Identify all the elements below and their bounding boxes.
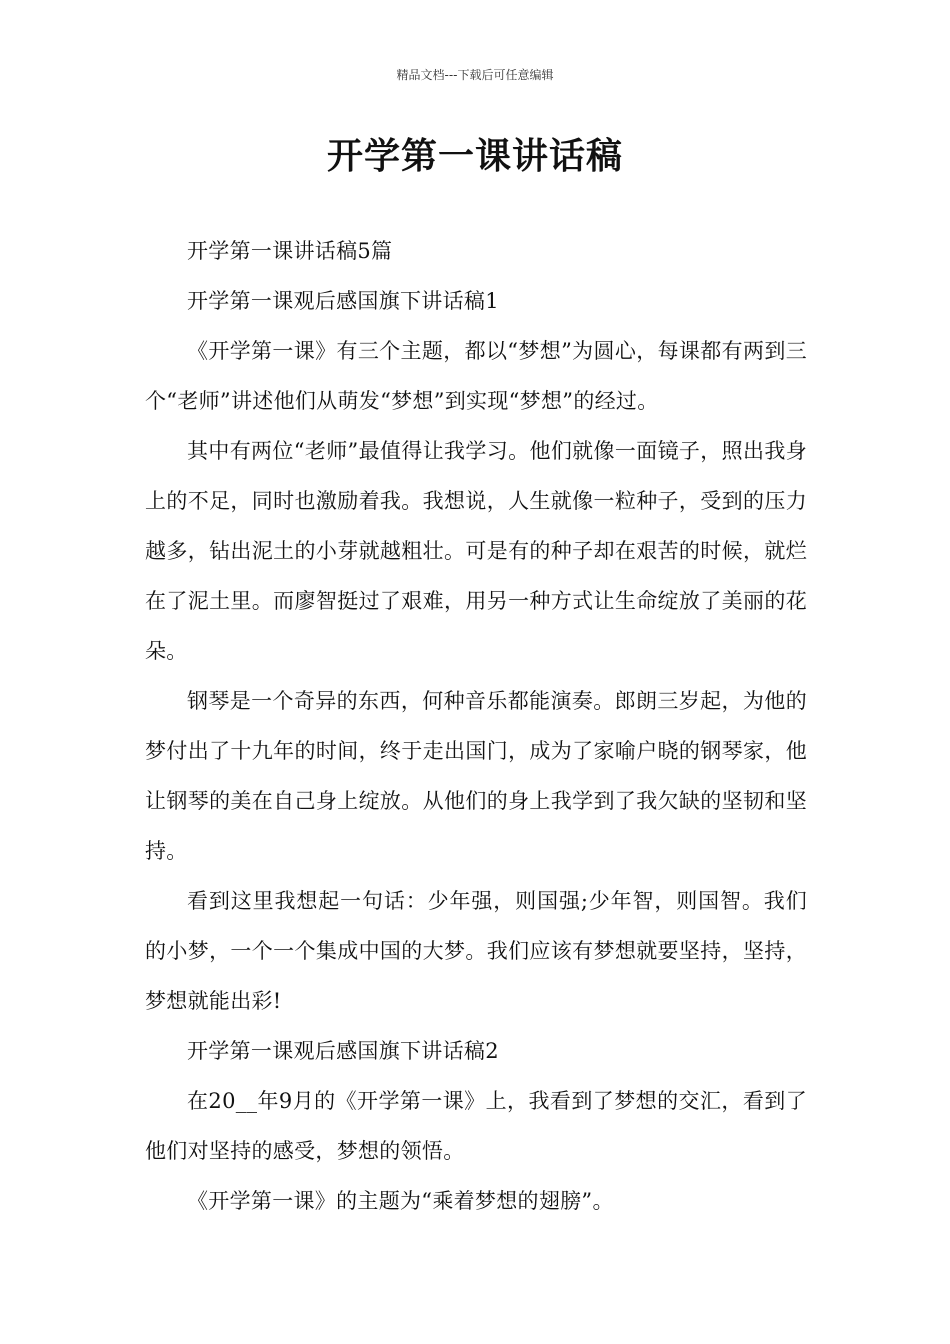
paragraph: 钢琴是一个奇异的东西，何种音乐都能演奏。郎朗三岁起，为他的梦付出了十九年的时间，终于走出国门，成为了家喻户晓的钢琴家，他让钢琴的美在自己身上绽放。从他们的身上我学到了我欠缺的坚韧和坚持。 <box>145 689 807 863</box>
document-title: 开学第一课讲话稿 <box>326 136 623 177</box>
paragraph: 看到这里我想起一句话：少年强，则国强;少年智，则国智。我们的小梦，一个一个集成中国的大梦。我们应该有梦想就要坚持，坚持，梦想就能出彩! <box>145 889 807 1013</box>
paragraph: 《开学第一课》的主题为“乘着梦想的翅膀”。 <box>187 1189 614 1213</box>
paragraph-subtitle: 开学第一课讲话稿5篇 <box>187 239 393 263</box>
document-body <box>145 226 807 1226</box>
paragraph-section-heading-2: 开学第一课观后感国旗下讲话稿2 <box>187 1039 499 1063</box>
paragraph: 《开学第一课》有三个主题，都以“梦想”为圆心，每课都有两到三个“老师”讲述他们从萌发“梦想”到实现“梦想”的经过。 <box>145 339 807 413</box>
paragraph: 在20__年9月的《开学第一课》上，我看到了梦想的交汇，看到了他们对坚持的感受，梦想的领悟。 <box>145 1089 807 1163</box>
header-note: 精品文档---下载后可任意编辑 <box>396 68 554 82</box>
paragraph-section-heading-1: 开学第一课观后感国旗下讲话稿1 <box>187 289 499 313</box>
paragraph: 其中有两位“老师”最值得让我学习。他们就像一面镜子，照出我身上的不足，同时也激励着我。我想说，人生就像一粒种子，受到的压力越多，钻出泥土的小芽就越粗壮。可是有的种子却在艰苦的时候，就烂在了泥土里。而廖智挺过了艰难，用另一种方式让生命绽放了美丽的花朵。 <box>145 439 807 663</box>
